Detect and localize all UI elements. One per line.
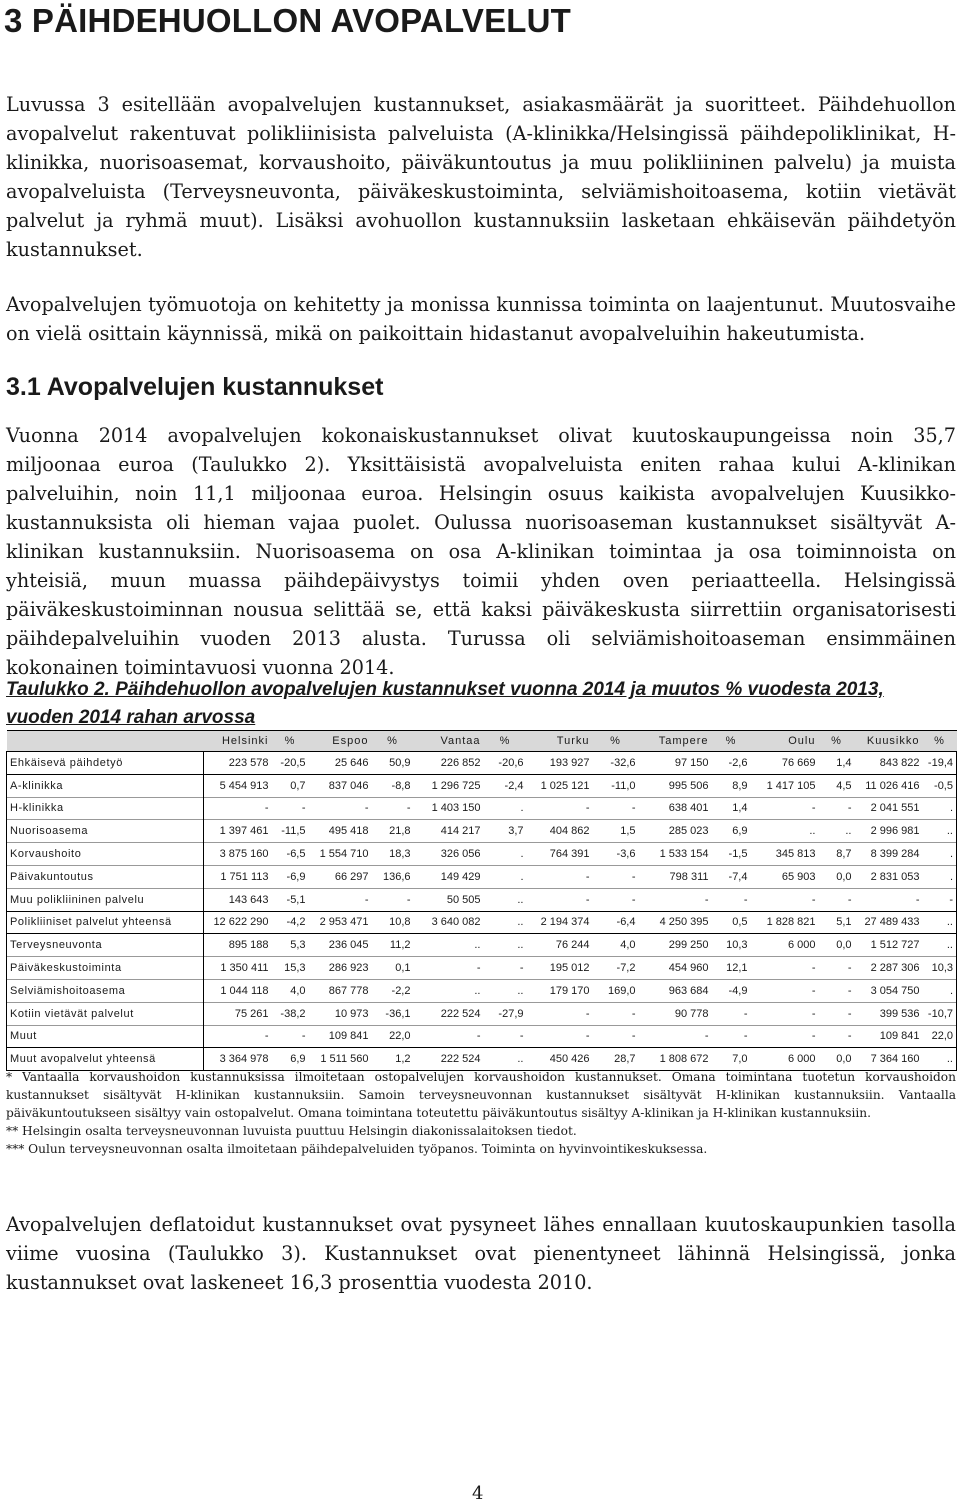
table-cell: 76 669	[781, 756, 816, 769]
column-header: Espoo	[309, 731, 372, 752]
table-cell: ..	[845, 825, 852, 838]
table-cell: -8,8	[391, 779, 411, 792]
table-cell: 10 973	[334, 1007, 369, 1020]
table-cell: 3 875 160	[219, 848, 269, 861]
footnote: * Vantaalla korvaushoidon kustannuksissa ilmoitetaan ostopalvelujen korvaushoidon kustannukset. Omana toimintana tuotetun korvaushoidon kustannukset sisältyvät H-klinikan kustannuksiin. Samoin terveysneuvonnan kustannukset sisältyvät H-klinikan kustannuksiin. Vantaalla päiväkuntoutukseen sisältyy vain ostopalvelut. Omana toimintana toteutettu päiväkuntoutus sisältyy A-klinikan ja H-klinikan kustannuksiin.	[6, 1070, 956, 1120]
table-cell: 0,5	[732, 916, 748, 929]
table-cell: 8,9	[732, 779, 748, 792]
footnote: ** Helsingin osalta terveysneuvonnan luvuista puuttuu Helsingin diakonissalaitoksen tiedot.	[6, 1124, 577, 1138]
table-cell: 97 150	[674, 756, 709, 769]
table-cell: 2 953 471	[319, 916, 369, 929]
table-cell: .	[520, 848, 524, 861]
table-cell: ..	[517, 893, 524, 906]
column-header: Kuusikko	[855, 731, 923, 752]
table-cell: -	[704, 893, 709, 906]
table-cell: 143 643	[228, 893, 269, 906]
table-cell: 399 536	[879, 1007, 920, 1020]
page-number: 4	[472, 1483, 484, 1504]
table-cell: 1 417 105	[766, 779, 816, 792]
table-cell: 65 903	[781, 870, 816, 883]
table-cell: 2 287 306	[870, 962, 920, 975]
table-cell: -	[847, 1007, 852, 1020]
table-cell: 109 841	[328, 1030, 369, 1043]
table-cell: 18,3	[389, 848, 411, 861]
table-cell: 4,0	[290, 984, 306, 997]
table-cell: 8,7	[836, 848, 852, 861]
table-cell: 495 418	[328, 825, 369, 838]
table-cell: 15,3	[284, 962, 306, 975]
table-cell: 222 524	[440, 1053, 481, 1066]
table-cell: -	[585, 893, 590, 906]
table-cell: -5,1	[286, 893, 306, 906]
table-cell: -2,2	[391, 984, 411, 997]
table-cell: 454 960	[668, 962, 709, 975]
table-cell: -	[264, 1030, 269, 1043]
table-cell: -	[364, 802, 369, 815]
column-header: %	[819, 731, 855, 752]
column-header: %	[372, 731, 414, 752]
table-cell: -	[847, 962, 852, 975]
table-cell: 90 778	[674, 1007, 709, 1020]
table-cell: 345 813	[775, 848, 816, 861]
table-cell: ..	[474, 984, 481, 997]
row-label: Selviämishoitoasema	[7, 979, 204, 1002]
table-cell: 25 646	[334, 756, 369, 769]
table-cell: 0,0	[836, 1053, 852, 1066]
table-cell: 286 923	[328, 962, 369, 975]
table-cell: .	[923, 865, 957, 888]
table-cell: ..	[923, 911, 957, 934]
table-cell: -	[631, 870, 636, 883]
table-cell: -4,9	[728, 984, 748, 997]
table-cell: -	[406, 893, 411, 906]
table-cell: -1,5	[728, 848, 748, 861]
table-cell: 11 026 416	[865, 779, 920, 792]
table-cell: 236 045	[328, 939, 369, 952]
table-cell: 7,0	[732, 1053, 748, 1066]
row-label: Nuorisoasema	[7, 820, 204, 843]
table-cell: 414 217	[440, 825, 481, 838]
table-cell: -	[301, 1030, 306, 1043]
table-cell: 837 046	[328, 779, 369, 792]
table-cell: -11,5	[281, 825, 306, 838]
table-cell: 3 640 082	[431, 916, 481, 929]
table-cell: 1 808 672	[659, 1053, 709, 1066]
table-cell: 1 554 710	[319, 848, 369, 861]
table-cell: -	[743, 1030, 748, 1043]
table-row	[7, 1002, 957, 1025]
table-cell: 11,2	[389, 939, 411, 952]
table-cell: ..	[923, 820, 957, 843]
table-cell: 1 511 560	[320, 1053, 369, 1066]
table-cell: 0,7	[290, 779, 306, 792]
table-cell: 22,0	[389, 1030, 411, 1043]
table-cell: 1 751 113	[220, 870, 269, 883]
table-cell: 450 426	[549, 1053, 590, 1066]
table-cell: -7,4	[728, 870, 748, 883]
table-cell: 179 170	[549, 984, 590, 997]
table-cell: .	[520, 802, 524, 815]
table-cell: 10,8	[389, 916, 411, 929]
table-cell: 1,4	[732, 802, 748, 815]
table-row	[7, 979, 957, 1002]
table-cell: 5 454 913	[219, 779, 269, 792]
table-cell: ..	[517, 939, 524, 952]
row-label: Korvaushoito	[7, 843, 204, 866]
table-cell: -	[631, 1030, 636, 1043]
column-header: Turku	[527, 731, 593, 752]
footnote: *** Oulun terveysneuvonnan osalta ilmoitetaan päihdepalveluiden työpanos. Toiminta on hyvinvointikeskuksessa.	[6, 1142, 708, 1156]
table-cell: 963 684	[668, 984, 709, 997]
row-label: A-klinikka	[7, 774, 204, 797]
table-row	[7, 957, 957, 980]
table-cell: -	[364, 893, 369, 906]
table-cell: ..	[923, 934, 957, 957]
table-cell: ..	[517, 916, 524, 929]
table-cell: 798 311	[669, 870, 709, 883]
table-cell: 1 397 461	[219, 825, 269, 838]
table-cell: -	[585, 1030, 590, 1043]
table-cell: 109 841	[879, 1030, 920, 1043]
row-label: Kotiin vietävät palvelut	[7, 1002, 204, 1025]
table-cell: -	[631, 893, 636, 906]
table-cell: -	[743, 893, 748, 906]
row-label: Muu polikliininen palvelu	[7, 888, 204, 911]
table-cell: -	[301, 802, 306, 815]
table-cell: 223 578	[228, 756, 269, 769]
table-cell: 12 622 290	[213, 916, 269, 929]
table-cell: -20,5	[280, 756, 306, 769]
table-cell: .	[923, 843, 957, 866]
column-header: %	[272, 731, 309, 752]
table-row	[7, 843, 957, 866]
table-cell: 3,7	[508, 825, 524, 838]
table-cell: 8 399 284	[870, 848, 920, 861]
table-cell: -19,4	[923, 752, 957, 775]
table-row	[7, 865, 957, 888]
header-blank	[7, 731, 204, 752]
table-cell: .	[520, 870, 524, 883]
table-cell: 1 296 725	[431, 779, 481, 792]
table-cell: -36,1	[385, 1007, 411, 1020]
table-cell: -	[811, 802, 816, 815]
table-cell: 299 250	[668, 939, 709, 952]
table-cell: -	[847, 1030, 852, 1043]
table-cell: -	[811, 1007, 816, 1020]
table-cell: 1 828 821	[766, 916, 816, 929]
table-cell: -	[811, 893, 816, 906]
table-cell: .	[923, 797, 957, 820]
table-cell: -	[406, 802, 411, 815]
row-label: Päivakuntoutus	[7, 865, 204, 888]
table-cell: 6,9	[290, 1053, 306, 1066]
column-header: %	[593, 731, 639, 752]
table-cell: -	[847, 984, 852, 997]
table-cell: -	[923, 888, 957, 911]
cost-table	[6, 730, 957, 1071]
table-cell: 28,7	[614, 1053, 636, 1066]
table-footnotes	[6, 1068, 956, 1158]
table-cell: -	[476, 1030, 481, 1043]
table-cell: 2 996 981	[870, 825, 920, 838]
table-header-row	[7, 731, 957, 752]
table-cell: 27 489 433	[864, 916, 920, 929]
table-cell: 1,5	[620, 825, 636, 838]
table-cell: -7,2	[616, 962, 636, 975]
costs-paragraph: Vuonna 2014 avopalvelujen kokonaiskustannukset olivat kuutoskaupungeissa noin 35,7 miljoonaa euroa (Taulukko 2). Yksittäisistä avopalveluista eniten rahaa kului A-klinikan palveluihin, noin 11,1 miljoonaa euroa. Helsingin osuus kaikista avopalvelujen Kuusikko-kustannuksista oli hieman vajaa puolet. Oulussa nuorisoaseman kustannukset sisältyvät A-klinikan kustannuksiin. Nuorisoasema on osa A-klinikan toimintaa ja osa toiminnoista on yhteisiä, muun muassa päihdepäivystys toimii yhden oven periaatteella. Helsingissä päiväkeskustoiminnan nousua selittää se, että kaksi päiväkeskusta siirrettiin organisatorisesti päihdepalveluihin vuoden 2013 alusta. Turussa oli selviämishoitoaseman ensimmäinen kokonainen toimintavuosi vuonna 2014.	[6, 424, 956, 679]
table-cell: 867 778	[328, 984, 369, 997]
table-cell: 3 364 978	[219, 1053, 269, 1066]
column-header: Oulu	[751, 731, 819, 752]
table-cell: -	[519, 962, 524, 975]
table-cell: 4 250 395	[659, 916, 709, 929]
table-cell: -	[811, 962, 816, 975]
row-label: Polikliiniset palvelut yhteensä	[7, 911, 204, 934]
table-row	[7, 1025, 957, 1048]
table-cell: 2 194 374	[540, 916, 590, 929]
table-cell: -	[585, 802, 590, 815]
chapter-title: 3 PÄIHDEHUOLLON AVOPALVELUT	[4, 2, 572, 39]
table-cell: 50 505	[446, 893, 481, 906]
table-cell: 7 364 160	[870, 1053, 920, 1066]
row-label: Terveysneuvonta	[7, 934, 204, 957]
table-cell: 6,9	[732, 825, 748, 838]
table-cell: 195 012	[549, 962, 590, 975]
table-cell: 1 044 118	[220, 984, 269, 997]
table-cell: -	[264, 802, 269, 815]
table-cell: 75 261	[234, 1007, 269, 1020]
table-cell: -27,9	[498, 1007, 524, 1020]
table-cell: 1 025 121	[540, 779, 590, 792]
table-cell: -2,4	[504, 779, 524, 792]
table-row	[7, 774, 957, 797]
table-cell: 50,9	[389, 756, 411, 769]
table-cell: 1,4	[836, 756, 852, 769]
row-label: H-klinikka	[7, 797, 204, 820]
table-cell: -20,6	[498, 756, 524, 769]
table-cell: -	[847, 802, 852, 815]
row-label: Muut avopalvelut yhteensä	[7, 1048, 204, 1071]
table-cell: -	[847, 893, 852, 906]
table-cell: 169,0	[607, 984, 636, 997]
table-cell: 0,0	[836, 939, 852, 952]
table-cell: 21,8	[389, 825, 411, 838]
table-cell: 136,6	[382, 870, 411, 883]
table-row	[7, 752, 957, 775]
table-cell: 12,1	[726, 962, 748, 975]
row-label: Ehkäisevä päihdetyö	[7, 752, 204, 775]
table-cell: -	[519, 1030, 524, 1043]
table-cell: -	[704, 1030, 709, 1043]
deflated-costs-paragraph: Avopalvelujen deflatoidut kustannukset ovat pysyneet lähes ennallaan kuutoskaupunkien tasolla viime vuosina (Taulukko 3). Kustannukset ovat pienentyneet lähinnä Helsingissä, jonka kustannukset ovat laskeneet 16,3 prosenttia vuodesta 2010.	[6, 1213, 956, 1294]
table-row	[7, 888, 957, 911]
table-cell: ..	[517, 984, 524, 997]
section-title: 3.1 Avopalvelujen kustannukset	[6, 373, 384, 401]
row-label: Muut	[7, 1025, 204, 1048]
table-cell: 6 000	[787, 939, 816, 952]
table-cell: 843 822	[879, 756, 920, 769]
table-cell: 404 862	[549, 825, 590, 838]
table-row	[7, 820, 957, 843]
table-cell: -10,7	[923, 1002, 957, 1025]
table-cell: 222 524	[440, 1007, 481, 1020]
table-cell: 5,3	[290, 939, 306, 952]
table-cell: -6,5	[286, 848, 306, 861]
table-cell: 66 297	[334, 870, 369, 883]
table-cell: ..	[809, 825, 816, 838]
table-cell: -	[811, 1030, 816, 1043]
column-header: %	[484, 731, 527, 752]
table-cell: 149 429	[440, 870, 481, 883]
table-cell: -	[631, 802, 636, 815]
table-cell: 638 401	[668, 802, 709, 815]
column-header: Tampere	[639, 731, 712, 752]
table-cell: -	[476, 962, 481, 975]
table-cell: 4,0	[620, 939, 636, 952]
table-cell: -2,6	[728, 756, 748, 769]
table-cell: 76 244	[555, 939, 590, 952]
table-cell: 10,3	[923, 957, 957, 980]
table-cell: 895 188	[228, 939, 269, 952]
table-cell: -	[811, 984, 816, 997]
table-row	[7, 797, 957, 820]
table-cell: -	[631, 1007, 636, 1020]
table-cell: 6 000	[787, 1053, 816, 1066]
table-cell: -32,6	[610, 756, 636, 769]
table-cell: -	[915, 893, 920, 906]
table-cell: 0,1	[395, 962, 411, 975]
table-cell: 995 506	[668, 779, 709, 792]
table-cell: 764 391	[549, 848, 590, 861]
column-header: %	[712, 731, 751, 752]
table-cell: 3 054 750	[870, 984, 920, 997]
table-cell: .	[923, 979, 957, 1002]
table-cell: -	[585, 870, 590, 883]
table-cell: 326 056	[440, 848, 481, 861]
table-cell: 4,5	[836, 779, 852, 792]
table-cell: ..	[923, 1048, 957, 1071]
table-cell: 10,3	[726, 939, 748, 952]
table-cell: -6,9	[286, 870, 306, 883]
table-cell: -4,2	[286, 916, 306, 929]
table-cell: 1 533 154	[659, 848, 709, 861]
table-cell: 1,2	[395, 1053, 411, 1066]
table-cell: 22,0	[923, 1025, 957, 1048]
table-caption: Taulukko 2. Päihdehuollon avopalvelujen kustannukset vuonna 2014 ja muutos % vuodesta 2013, vuoden 2014 rahan arvossa	[6, 679, 884, 728]
table-cell: 226 852	[440, 756, 481, 769]
table-cell: 193 927	[549, 756, 590, 769]
column-header: Vantaa	[414, 731, 484, 752]
table-cell: 5,1	[836, 916, 852, 929]
column-header: %	[923, 731, 957, 752]
table-cell: -6,4	[616, 916, 636, 929]
intro-paragraph: Luvussa 3 esitellään avopalvelujen kustannukset, asiakasmäärät ja suoritteet. Päihdehuollon avopalvelut rakentuvat polikliinisista palveluista (A-klinikka/Helsingissä päihdepoliklinikat, H-klinikka, nuorisoasemat, korvaushoito, päiväkuntoutus ja muu polikliininen palvelu) ja muista avopalveluista (Terveysneuvonta, päiväkeskustoiminta, selviämishoitoasema, kotiin vietävät palvelut ja ryhmä muut). Lisäksi avohuollon kustannuksiin lasketaan ehkäisevän päihdetyön kustannukset.	[6, 93, 956, 261]
table-cell: ..	[517, 1053, 524, 1066]
column-header: Helsinki	[204, 731, 272, 752]
table-cell: -0,5	[923, 774, 957, 797]
table-cell: 1 403 150	[431, 802, 481, 815]
table-cell: 2 041 551	[870, 802, 920, 815]
table-cell: -11,0	[611, 779, 636, 792]
table-cell: ..	[474, 939, 481, 952]
table-cell: -3,6	[616, 848, 636, 861]
table-cell: 2 831 053	[870, 870, 920, 883]
work-methods-paragraph: Avopalvelujen työmuotoja on kehitetty ja monissa kunnissa toiminta on laajentunut. Muutosvaihe on vielä osittain käynnissä, mikä on paikoittain hidastanut avopalveluihin hakeutumista.	[6, 293, 956, 345]
row-label: Päiväkeskustoiminta	[7, 957, 204, 980]
table-cell: 1 512 727	[870, 939, 920, 952]
table-cell: -	[585, 1007, 590, 1020]
table-cell: 285 023	[668, 825, 709, 838]
table-row	[7, 934, 957, 957]
table-row	[7, 911, 957, 934]
table-cell: -38,2	[280, 1007, 306, 1020]
table-cell: 0,0	[836, 870, 852, 883]
table-cell: -	[743, 1007, 748, 1020]
table-cell: 1 350 411	[220, 962, 269, 975]
